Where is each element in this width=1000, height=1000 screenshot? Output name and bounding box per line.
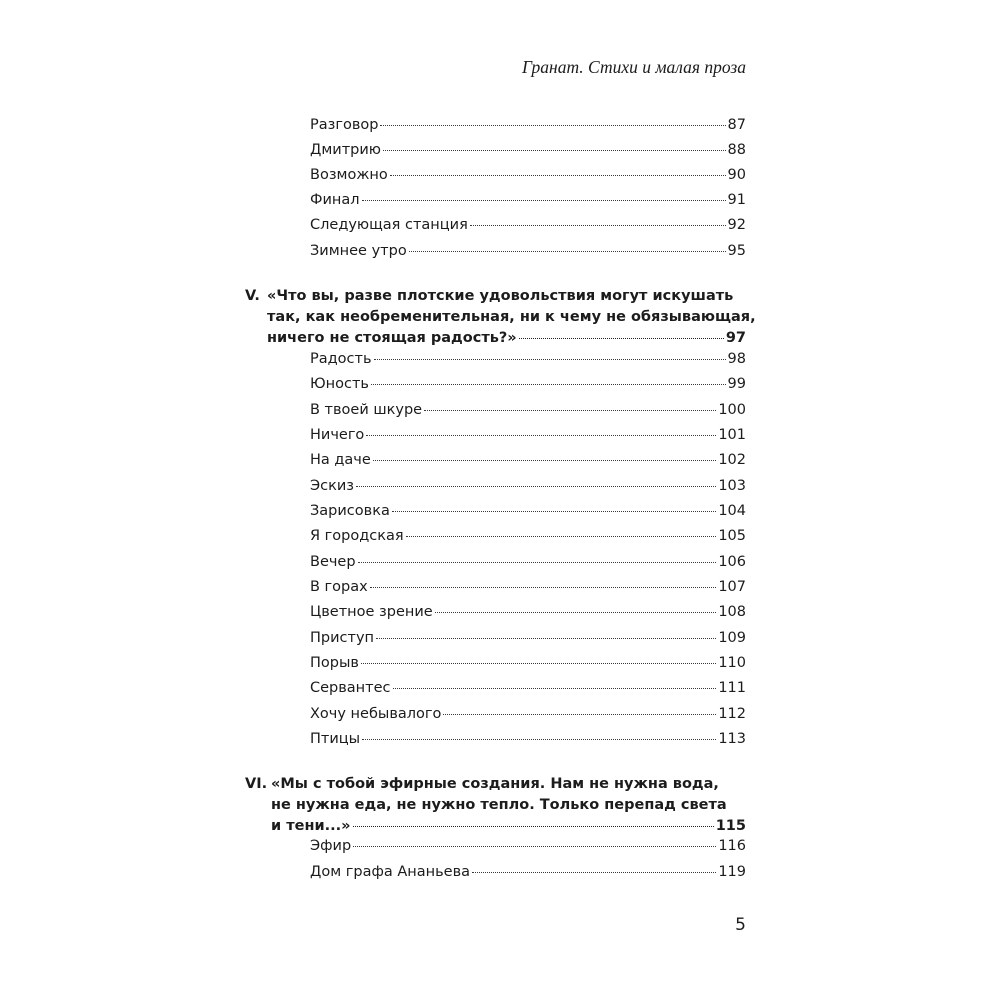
entry-page: 88 [727, 142, 746, 158]
entry-title: Хочу небывалого [310, 706, 442, 722]
entry-title: В горах [310, 579, 368, 595]
entry-page: 109 [718, 630, 746, 646]
entry-title: Ничего [310, 427, 365, 443]
entry-page: 105 [718, 528, 746, 544]
section-page: 97 [725, 330, 746, 346]
toc-entry [310, 554, 746, 576]
entry-page: 103 [718, 478, 746, 494]
entry-title: Дмитрию [310, 142, 381, 158]
dot-leader [393, 688, 717, 689]
entry-page: 119 [718, 864, 746, 880]
dot-leader [362, 739, 716, 740]
dot-leader [362, 200, 726, 201]
section-title-line: «Что вы, разве плотские удовольствия могут искушать [267, 288, 734, 304]
entry-title: Приступ [310, 630, 375, 646]
toc-entry [310, 604, 746, 626]
entry-page: 95 [727, 243, 746, 259]
toc-entry [310, 579, 746, 601]
entry-title: Зарисовка [310, 503, 390, 519]
entry-page: 101 [718, 427, 746, 443]
dot-leader [361, 663, 716, 664]
section-number: VI. [245, 776, 268, 792]
section-title-line-last [267, 330, 746, 352]
dot-leader [443, 714, 716, 715]
section-title-line-last [271, 818, 746, 840]
dot-leader [383, 150, 726, 151]
entry-title: Разговор [310, 117, 379, 133]
toc-entry [310, 680, 746, 702]
toc-entry [310, 167, 746, 189]
toc-entry [310, 142, 746, 164]
section-number: V. [245, 288, 260, 304]
entry-page: 107 [718, 579, 746, 595]
toc-entry [310, 402, 746, 424]
toc-entry [310, 864, 746, 886]
toc-entry [310, 452, 746, 474]
entry-title: Радость [310, 351, 372, 367]
entry-page: 100 [718, 402, 746, 418]
toc-entry [310, 503, 746, 525]
entry-page: 113 [718, 731, 746, 747]
entry-title: Сервантес [310, 680, 391, 696]
entry-title: Цветное зрение [310, 604, 433, 620]
dot-leader [371, 384, 726, 385]
entry-page: 87 [727, 117, 746, 133]
section-title-line: «Мы с тобой эфирные создания. Нам не нужна вода, [271, 776, 719, 792]
section-v-heading [245, 288, 756, 358]
entry-title: Вечер [310, 554, 356, 570]
dot-leader [366, 435, 716, 436]
dot-leader [435, 612, 717, 613]
entry-page: 104 [718, 503, 746, 519]
toc-entry [310, 478, 746, 500]
section-title-line: и тени...» [271, 818, 351, 834]
toc-entry [310, 838, 746, 860]
entry-page: 110 [718, 655, 746, 671]
toc-entry [310, 217, 746, 239]
dot-leader [353, 846, 716, 847]
section-title-line: не нужна еда, не нужно тепло. Только перепад света [271, 797, 727, 813]
toc-entry [310, 706, 746, 728]
dot-leader [373, 460, 717, 461]
entry-title: Юность [310, 376, 369, 392]
entry-title: Эскиз [310, 478, 354, 494]
section-title-line: ничего не стоящая радость?» [267, 330, 517, 346]
toc-entry [310, 528, 746, 550]
page-number: 5 [735, 915, 746, 935]
toc-entry [310, 351, 746, 373]
dot-leader [424, 410, 716, 411]
entry-page: 106 [718, 554, 746, 570]
entry-page: 98 [727, 351, 746, 367]
dot-leader [356, 486, 716, 487]
toc-entry [310, 243, 746, 265]
entry-page: 90 [727, 167, 746, 183]
entry-title: Дом графа Ананьева [310, 864, 471, 880]
entry-page: 91 [727, 192, 746, 208]
dot-leader [392, 511, 716, 512]
dot-leader [470, 225, 726, 226]
entry-title: Следующая станция [310, 217, 468, 233]
entry-title: Эфир [310, 838, 352, 854]
toc-entry [310, 427, 746, 449]
dot-leader [380, 125, 725, 126]
entry-title: Зимнее утро [310, 243, 407, 259]
dot-leader [406, 536, 717, 537]
dot-leader [472, 872, 716, 873]
dot-leader [519, 338, 724, 339]
dot-leader [390, 175, 726, 176]
toc-entry [310, 630, 746, 652]
section-title-line: так, как необременительная, ни к чему не обязывающая, [267, 309, 756, 325]
dot-leader [358, 562, 717, 563]
toc-entry [310, 117, 746, 139]
dot-leader [376, 638, 716, 639]
entry-title: В твоей шкуре [310, 402, 423, 418]
entry-title: Птицы [310, 731, 361, 747]
dot-leader [409, 251, 726, 252]
entry-page: 112 [718, 706, 746, 722]
toc-entry [310, 731, 746, 753]
entry-title: На даче [310, 452, 371, 468]
dot-leader [370, 587, 717, 588]
entry-title: Возможно [310, 167, 388, 183]
entry-page: 111 [718, 680, 746, 696]
entry-title: Я городская [310, 528, 404, 544]
entry-page: 99 [727, 376, 746, 392]
entry-page: 108 [718, 604, 746, 620]
entry-title: Порыв [310, 655, 359, 671]
section-vi-heading [245, 776, 746, 846]
entry-page: 92 [727, 217, 746, 233]
toc-entry [310, 376, 746, 398]
entry-page: 116 [718, 838, 746, 854]
entry-title: Финал [310, 192, 360, 208]
section-page: 115 [715, 818, 746, 834]
toc-entry [310, 655, 746, 677]
toc-entry [310, 192, 746, 214]
dot-leader [353, 826, 714, 827]
running-head: Гранат. Стихи и малая проза [522, 57, 746, 77]
entry-page: 102 [718, 452, 746, 468]
dot-leader [374, 359, 726, 360]
